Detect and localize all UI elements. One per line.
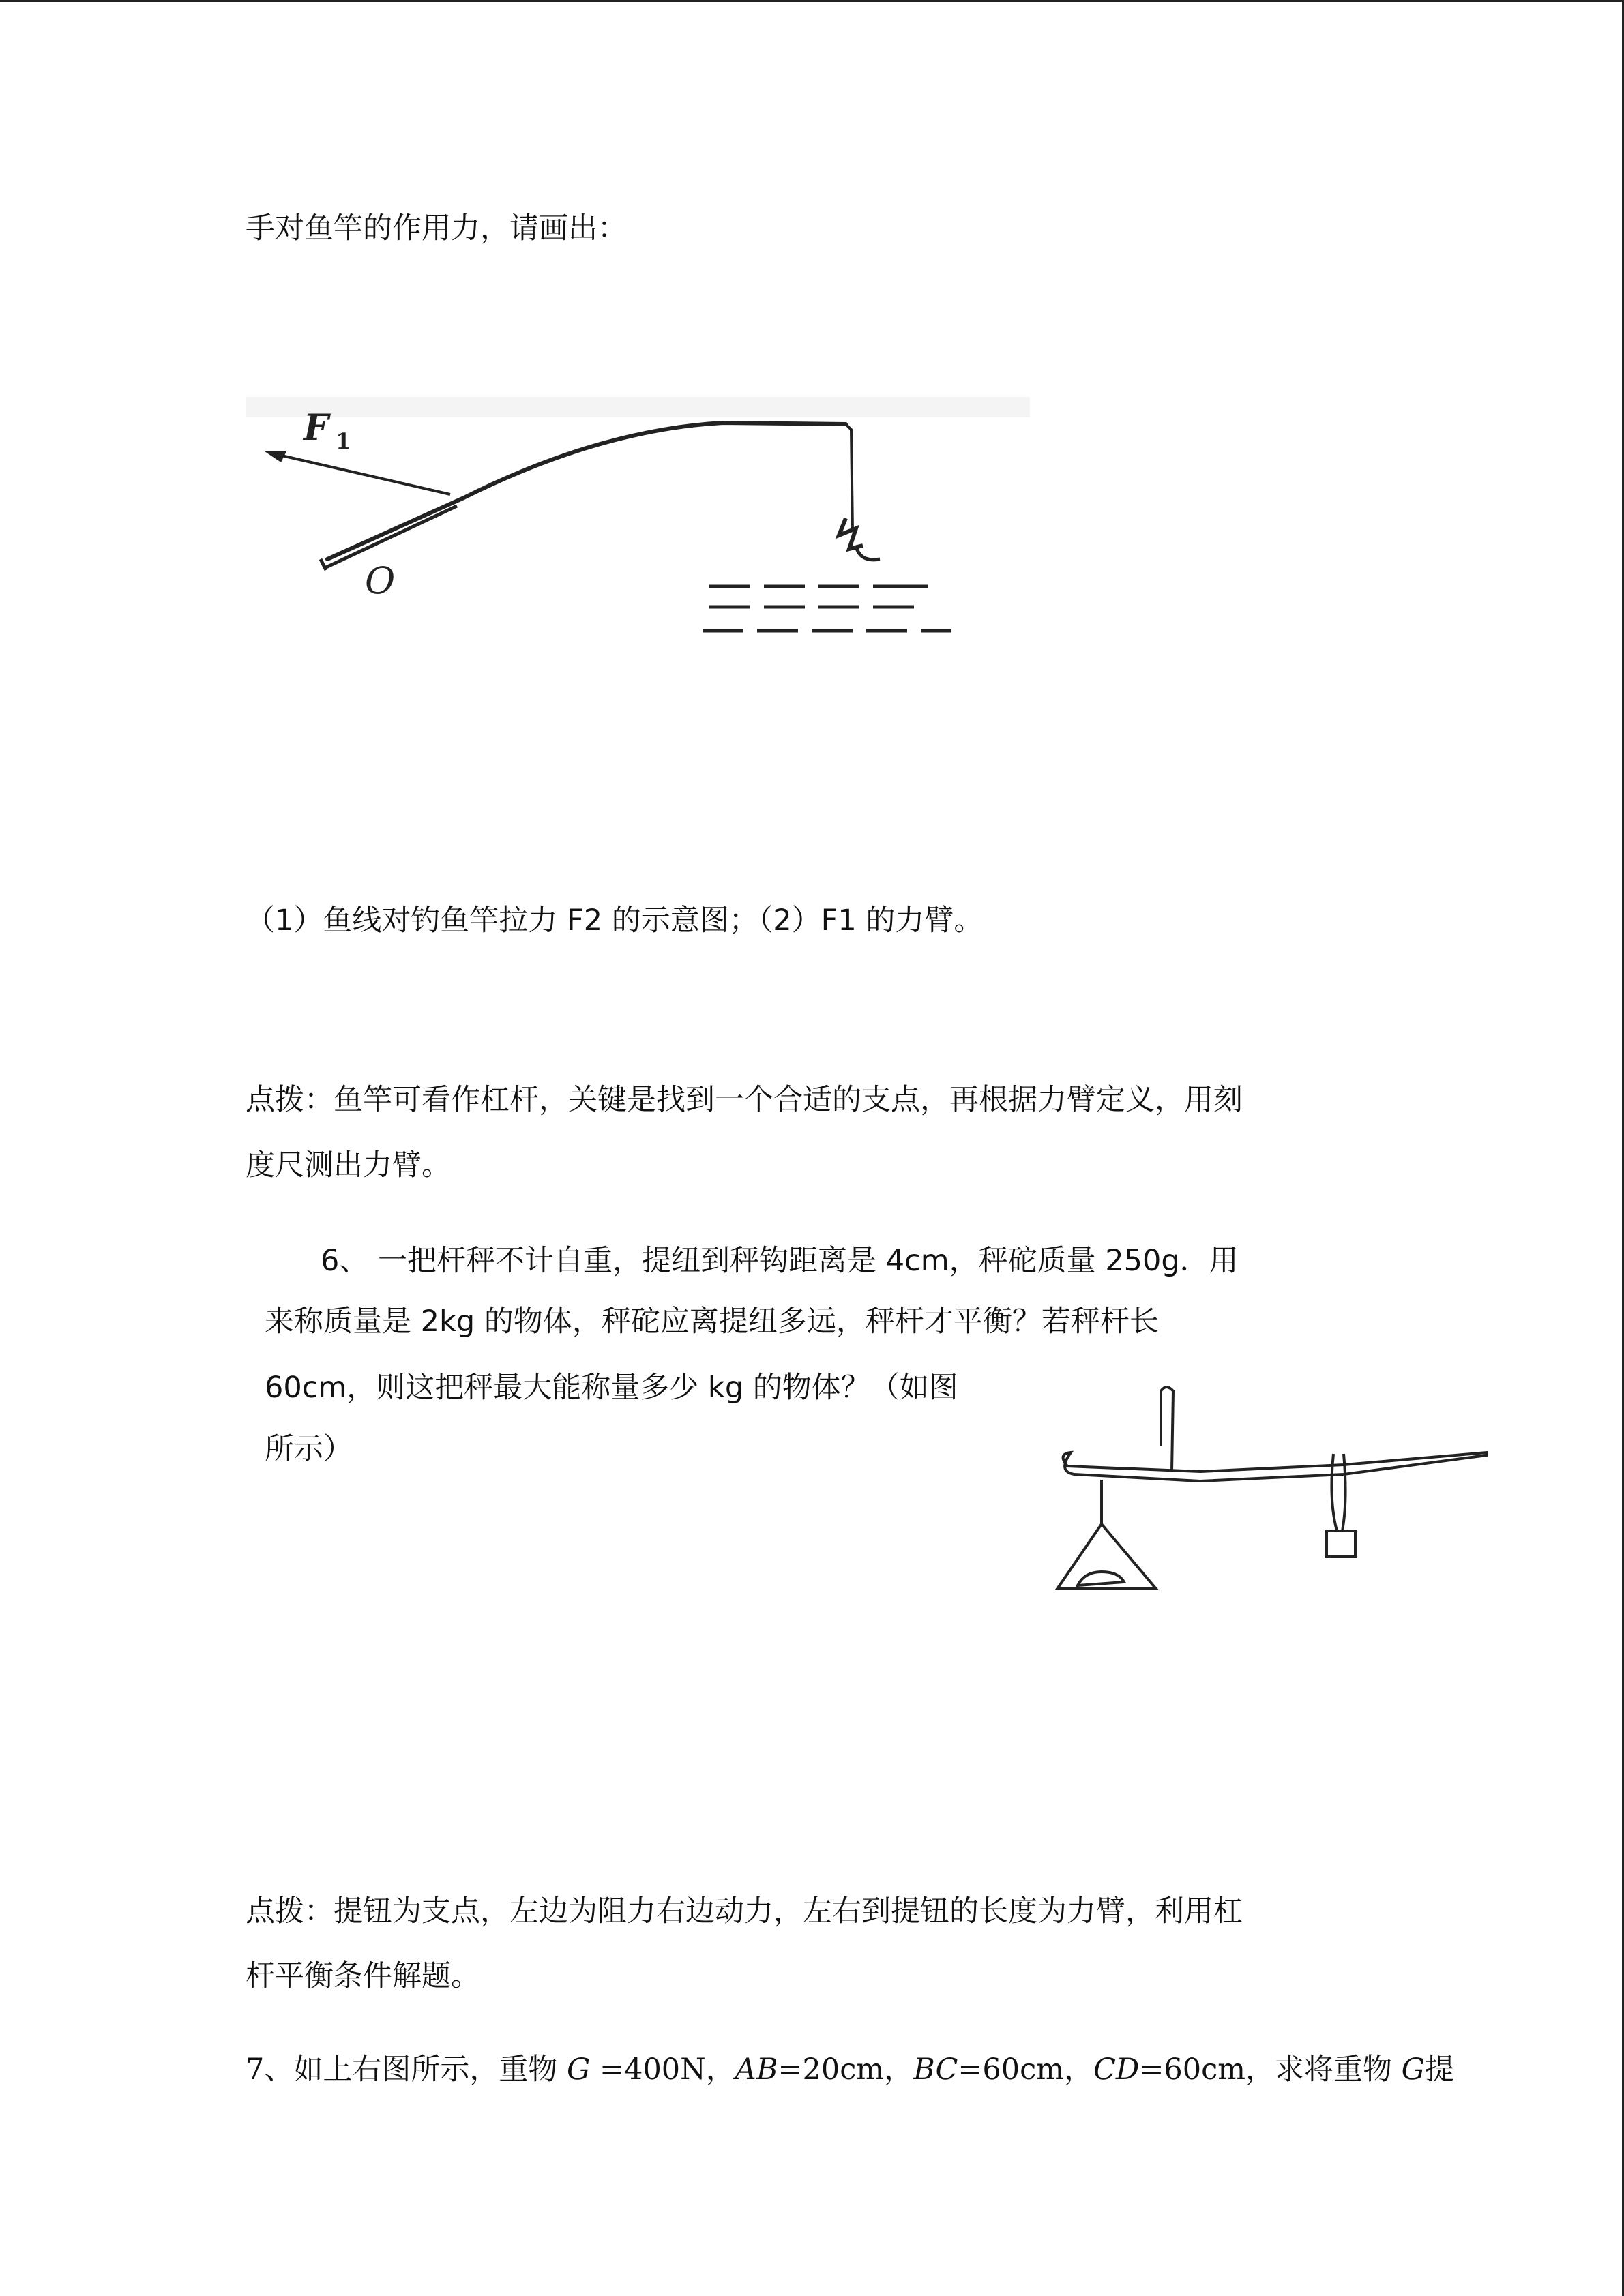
hint-5-line-2: 度尺测出力臂。 [246, 1148, 451, 1182]
steelyard-beam [1063, 1452, 1487, 1481]
hint-6-line-1: 点拨：提钮为支点，左边为阻力右边动力，左右到提钮的长度为力臂，利用杠 [246, 1894, 1243, 1928]
question-6-line-3: 60cm，则这把秤最大能称量多少 kg 的物体？（如图 [265, 1371, 958, 1405]
weighed-object [1078, 1572, 1124, 1585]
question-7-line-1: 7、如上右图所示，重物 G =400N，AB=20cm，BC=60cm，CD=60cm，求将重物 G提 [246, 2053, 1455, 2087]
hint-6-line-2: 杆平衡条件解题。 [246, 1959, 480, 1993]
question-5-parts: （1）鱼线对钓鱼竿拉力 F2 的示意图；（2）F1 的力臂。 [246, 904, 984, 938]
question-6-line-1: 6、 一把杆秤不计自重，提纽到秤钩距离是 4cm，秤砣质量 250g．用 [321, 1244, 1239, 1278]
steelyard-figure [1044, 1377, 1494, 1602]
label-f1: F [304, 407, 329, 449]
fishing-rod-figure [246, 389, 1037, 661]
label-f1-subscript: 1 [336, 428, 351, 454]
question-6-line-4: 所示） [265, 1432, 353, 1466]
intro-line: 手对鱼竿的作用力，请画出： [246, 211, 627, 245]
weighing-pan [1057, 1524, 1156, 1589]
hint-5-line-1: 点拨：鱼竿可看作杠杆，关键是找到一个合适的支点，再根据力臂定义，用刻 [246, 1083, 1243, 1117]
question-6-line-2: 来称质量是 2kg 的物体，秤砣应离提纽多远，秤杆才平衡？若秤杆长 [265, 1304, 1159, 1339]
lifting-cord [1161, 1387, 1173, 1472]
label-o: O [365, 559, 396, 602]
page-border-top [0, 0, 1624, 2]
counterweight [1327, 1531, 1355, 1557]
